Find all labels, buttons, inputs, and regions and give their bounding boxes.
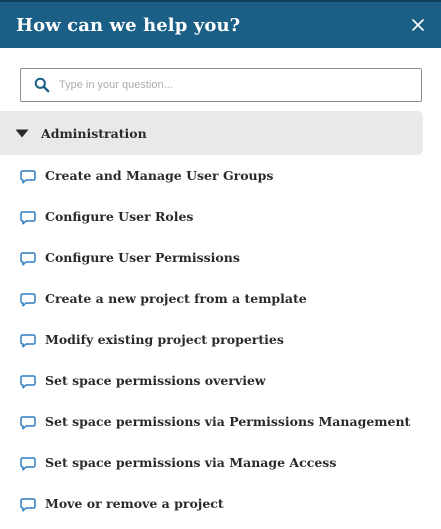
article-list [0, 155, 441, 524]
section-administration[interactable] [0, 111, 423, 155]
article-label: Set space permissions via Manage Access [45, 455, 337, 470]
article-link[interactable] [0, 319, 441, 360]
search-icon [34, 77, 50, 93]
article-link[interactable] [0, 237, 441, 278]
article-label: Modify existing project properties [45, 332, 284, 347]
chat-bubble-icon [20, 293, 36, 307]
help-header [0, 0, 441, 48]
article-label: Create a new project from a template [45, 291, 307, 306]
article-link[interactable] [0, 278, 441, 319]
close-button[interactable] [409, 16, 427, 34]
article-label: Set space permissions overview [45, 373, 266, 388]
chat-bubble-icon [20, 211, 36, 225]
search-input[interactable] [59, 71, 399, 99]
chat-bubble-icon [20, 498, 36, 512]
article-label: Set space permissions via Permissions Management [45, 414, 411, 429]
article-label: Create and Manage User Groups [45, 168, 274, 183]
article-link[interactable] [0, 442, 441, 483]
search-box[interactable] [20, 68, 422, 102]
article-link[interactable] [0, 196, 441, 237]
chat-bubble-icon [20, 375, 36, 389]
article-label: Configure User Permissions [45, 250, 240, 265]
help-title: How can we help you? [16, 14, 241, 36]
article-link[interactable] [0, 360, 441, 401]
chat-bubble-icon [20, 416, 36, 430]
chat-bubble-icon [20, 252, 36, 266]
section-title: Administration [41, 125, 147, 141]
article-link[interactable] [0, 155, 441, 196]
caret-down-icon [15, 128, 29, 138]
article-label: Configure User Roles [45, 209, 194, 224]
article-link[interactable] [0, 483, 441, 524]
article-label: Move or remove a project [45, 496, 224, 511]
article-link[interactable] [0, 401, 441, 442]
chat-bubble-icon [20, 457, 36, 471]
chat-bubble-icon [20, 170, 36, 184]
close-icon [412, 19, 424, 31]
chat-bubble-icon [20, 334, 36, 348]
